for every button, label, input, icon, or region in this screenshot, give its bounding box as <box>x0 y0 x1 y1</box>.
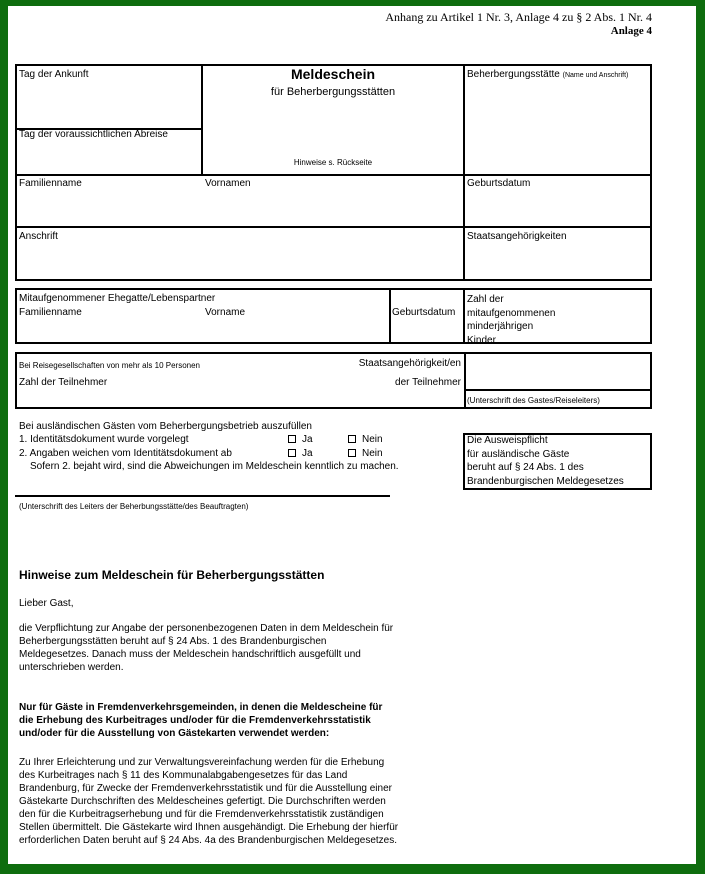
option-label: Nein <box>362 434 383 445</box>
spouse-surname-field[interactable]: Familienname <box>19 307 82 318</box>
option-label: Nein <box>362 448 383 459</box>
spouse-label: Mitaufgenommener Ehegatte/Lebenspartner <box>19 293 216 304</box>
group-label: Bei Reisegesellschaften von mehr als 10 Personen <box>19 361 200 370</box>
question-data-deviates: 2. Angaben weichen vom Identitätsdokument ab <box>19 448 232 459</box>
address-field[interactable]: Anschrift <box>19 231 58 242</box>
notes-title: Hinweise zum Meldeschein für Beherbergungsstätten <box>19 568 325 582</box>
checkbox[interactable] <box>348 449 356 457</box>
duty-line: Brandenburgischen Meldegesetzes <box>467 475 624 487</box>
children-label-line: Zahl der <box>467 294 504 305</box>
spouse-birthdate-field[interactable]: Geburtsdatum <box>392 307 456 318</box>
spouse-firstname-field[interactable]: Vorname <box>205 307 246 318</box>
q1-yes-option[interactable] <box>288 434 313 446</box>
id-duty-text <box>467 434 624 488</box>
children-count-field[interactable] <box>467 293 555 347</box>
form-page <box>8 6 696 864</box>
manager-signature-label: (Unterschrift des Leiters der Beherbungsstätte/des Beauftragten) <box>19 502 249 511</box>
foreign-intro: Bei ausländischen Gästen vom Beherbergungsbetrieb auszufüllen <box>19 421 312 432</box>
checkbox[interactable] <box>348 435 356 443</box>
notes-paragraph-2: Nur für Gäste in Fremdenverkehrsgemeinden, in denen die Meldescheine für die Erhebung des Kurbeitrages und/oder für die Fremdenverkehrsstatistik und/oder für die Ausstellung von Gästekarten verwendet werden: <box>19 702 383 739</box>
q2-no-option[interactable] <box>348 448 383 460</box>
form-title: Meldeschein <box>290 66 376 82</box>
guest-signature-label: (Unterschrift des Gastes/Reiseleiters) <box>467 396 600 405</box>
option-label: Ja <box>302 448 313 459</box>
establishment-note: (Name und Anschrift) <box>562 72 629 79</box>
establishment-field[interactable] <box>467 69 628 82</box>
participant-count-field[interactable]: Zahl der Teilnehmer <box>19 377 108 388</box>
option-label: Ja <box>302 434 313 445</box>
checkbox[interactable] <box>288 449 296 457</box>
departure-field[interactable]: Tag der voraussichtlichen Abreise <box>19 129 168 140</box>
birthdate-field[interactable]: Geburtsdatum <box>467 178 531 189</box>
children-label-line: mitaufgenommenen <box>467 307 556 319</box>
deviation-note: Sofern 2. bejaht wird, sind die Abweichungen im Meldeschein kenntlich zu machen. <box>30 461 399 472</box>
nationalities-field[interactable]: Staatsangehörigkeiten <box>467 231 567 242</box>
establishment-label: Beherbergungsstätte <box>467 69 560 80</box>
header-annex: Anlage 4 <box>610 25 652 37</box>
q1-no-option[interactable] <box>348 434 383 446</box>
duty-line: Die Ausweispflicht <box>467 435 548 446</box>
notes-paragraph-1: die Verpflichtung zur Angabe der personenbezogenen Daten in dem Meldeschein für Beherbergungsstätten beruht auf § 24 Abs. 1 des Brandenburgischen Meldegesetzes. Danach muss der Meldeschein handschriftlich ausgefüllt und unterschrieben werden. <box>19 623 394 673</box>
manager-signature-line[interactable] <box>15 495 390 497</box>
q2-yes-option[interactable] <box>288 448 313 460</box>
header-reference: Anhang zu Artikel 1 Nr. 3, Anlage 4 zu § 2 Abs. 1 Nr. 4 <box>385 10 652 24</box>
checkbox[interactable] <box>288 435 296 443</box>
backside-hint: Hinweise s. Rückseite <box>293 158 373 167</box>
duty-line: für ausländische Gäste <box>467 448 570 460</box>
question-id-presented: 1. Identitätsdokument wurde vorgelegt <box>19 434 189 445</box>
children-label-line: minderjährigen <box>467 321 534 332</box>
duty-line: beruht auf § 24 Abs. 1 des <box>467 462 584 473</box>
participant-nationality-field[interactable]: der Teilnehmer <box>395 377 461 388</box>
firstnames-field[interactable]: Vornamen <box>205 178 251 189</box>
form-subtitle: für Beherbergungsstätten <box>270 86 396 98</box>
notes-salutation: Lieber Gast, <box>19 598 74 609</box>
surname-field[interactable]: Familienname <box>19 178 82 189</box>
notes-paragraph-3: Zu Ihrer Erleichterung und zur Verwaltungsvereinfachung werden für die Erhebung des Kurbeitrages nach § 11 des Kommunalabgabengesetzes für das Land Brandenburg, für Zwecke der Fremdenverkehrsstatistik und für die Ausstellung einer Gästekarte Durchschriften des Meldescheines gefertigt. Die Durchschriften werden den für die Kurbeitragserhebung und für die Fremdenverkehrsstatistik zuständigen Stellen übermittelt. Die Gästekarte wird Ihnen ausgehändigt. Die Erhebung der hierfür erforderlichen Daten beruht auf § 24 Abs. 4a des Brandenburgischen Meldegesetzes. <box>19 757 399 846</box>
children-label-line: Kinder <box>467 334 496 346</box>
group-nationality-label: Staatsangehörigkeit/en <box>358 358 461 369</box>
arrival-field[interactable]: Tag der Ankunft <box>19 69 89 80</box>
